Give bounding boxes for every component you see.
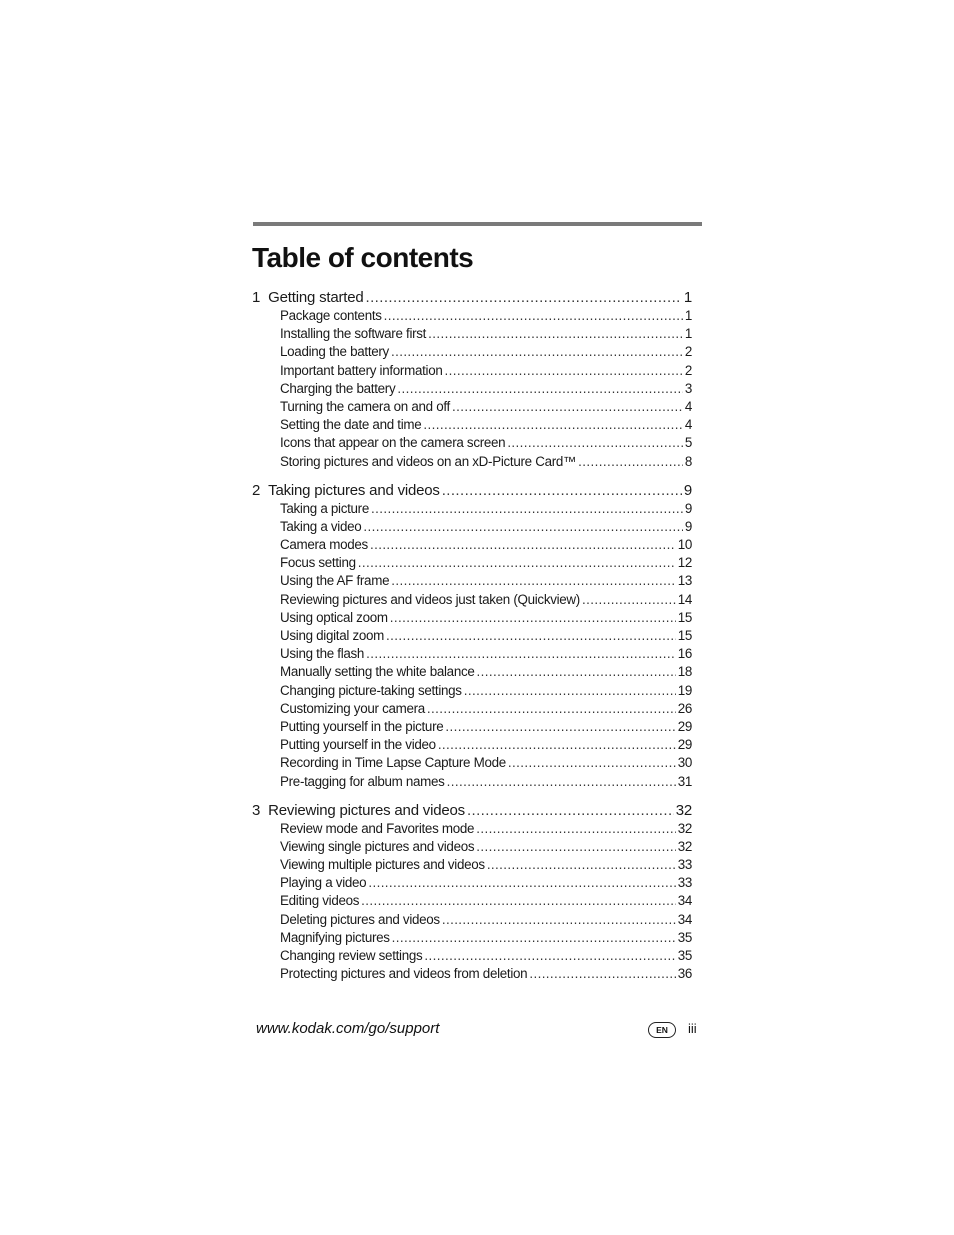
dot-leader: [370, 536, 676, 554]
chapter-title: Taking pictures and videos: [268, 481, 440, 499]
dot-leader: [361, 892, 676, 910]
toc-entry-page-number: 34: [677, 911, 692, 927]
toc-entry-row[interactable]: [252, 416, 692, 434]
chapter-heading-row[interactable]: [252, 801, 692, 820]
toc-entry-label: Customizing your camera: [280, 700, 425, 716]
language-badge: EN: [648, 1022, 676, 1038]
dot-leader: [390, 609, 676, 627]
toc-entry-page-number: 5: [684, 435, 692, 451]
toc-entry-page-number: 4: [684, 398, 692, 414]
dot-leader: [529, 965, 675, 983]
toc-entry-page-number: 1: [684, 308, 692, 323]
dot-leader: [487, 856, 676, 874]
chapter-number: 3: [252, 801, 261, 819]
toc-entry-label: Focus setting: [280, 555, 356, 571]
toc-entry-row[interactable]: [252, 736, 692, 754]
toc-entry-page-number: 33: [677, 857, 692, 873]
toc-entry-row[interactable]: [252, 398, 692, 416]
toc-entry-label: Using digital zoom: [280, 628, 385, 643]
chapter-title: Reviewing pictures and videos: [268, 801, 465, 819]
toc-entry-page-number: 9: [684, 500, 692, 516]
toc-entry-label: Changing review settings: [280, 948, 423, 963]
toc-entry-label: Review mode and Favorites mode: [280, 820, 475, 836]
page-number: iii: [688, 1021, 697, 1036]
toc-entry-page-number: 34: [677, 893, 692, 909]
toc-entry-label: Viewing single pictures and videos: [280, 838, 475, 854]
toc-entry-page-number: 26: [677, 700, 692, 716]
toc-entry-label: Playing a video: [280, 875, 367, 891]
toc-entry-page-number: 19: [677, 682, 692, 698]
toc-entry-row[interactable]: [252, 820, 692, 838]
toc-entry-label: Taking a picture: [280, 500, 369, 516]
toc-entry-label: Editing videos: [280, 893, 360, 909]
toc-entry-row[interactable]: [252, 929, 692, 947]
table-of-contents: [252, 288, 692, 983]
toc-entry-row[interactable]: [252, 434, 692, 452]
toc-entry-label: Package contents: [280, 308, 382, 323]
chapter-section: [252, 481, 692, 791]
toc-entry-label: Important battery information: [280, 362, 443, 378]
dot-leader: [476, 838, 675, 856]
dot-leader: [371, 500, 683, 518]
chapter-section: [252, 288, 692, 471]
dot-leader: [438, 736, 676, 754]
dot-leader: [445, 718, 675, 736]
toc-entry-label: Pre-tagging for album names: [280, 773, 445, 789]
toc-entry-page-number: 9: [684, 518, 692, 534]
dot-leader: [467, 801, 674, 820]
toc-entry-row[interactable]: [252, 500, 692, 518]
toc-entry-label: Recording in Time Lapse Capture Mode: [280, 755, 506, 771]
toc-entry-page-number: 15: [677, 628, 692, 643]
toc-entry-page-number: 16: [677, 646, 692, 662]
toc-entry-label: Using optical zoom: [280, 609, 388, 625]
toc-entry-row[interactable]: [252, 325, 692, 343]
toc-entry-row[interactable]: [252, 591, 692, 609]
toc-entry-page-number: 35: [677, 929, 692, 945]
toc-entry-label: Putting yourself in the video: [280, 737, 436, 753]
dot-leader: [366, 645, 676, 663]
title-rule: [253, 222, 702, 226]
dot-leader: [442, 481, 682, 500]
dot-leader: [444, 362, 682, 380]
dot-leader: [392, 929, 676, 947]
toc-entry-page-number: 33: [677, 875, 692, 891]
dot-leader: [578, 453, 683, 471]
toc-entry-row[interactable]: [252, 307, 692, 325]
toc-entry-page-number: 31: [677, 773, 692, 789]
footer-url-link[interactable]: www.kodak.com/go/support: [256, 1020, 440, 1037]
dot-leader: [442, 911, 676, 929]
toc-entry-row[interactable]: [252, 700, 692, 718]
toc-entry-label: Using the AF frame: [280, 573, 390, 589]
toc-entry-row[interactable]: [252, 718, 692, 736]
toc-entry-label: Manually setting the white balance: [280, 664, 475, 680]
toc-entry-row[interactable]: [252, 518, 692, 536]
toc-entry-page-number: 12: [677, 555, 692, 571]
chapter-page-number: 32: [675, 801, 692, 819]
toc-entry-label: Using the flash: [280, 646, 365, 662]
toc-entry-label: Storing pictures and videos on an xD-Picture Card™: [280, 453, 577, 469]
toc-entry-label: Loading the battery: [280, 344, 389, 360]
toc-entry-row[interactable]: [252, 554, 692, 572]
toc-entry-page-number: 32: [677, 838, 692, 854]
dot-leader: [391, 343, 683, 361]
toc-entry-row[interactable]: [252, 627, 692, 645]
dot-leader: [582, 591, 676, 609]
toc-entry-row[interactable]: [252, 892, 692, 910]
toc-entry-page-number: 14: [677, 591, 692, 607]
toc-entry-label: Taking a video: [280, 518, 362, 534]
chapter-page-number: 9: [683, 481, 692, 499]
dot-leader: [424, 947, 675, 965]
dot-leader: [386, 627, 676, 645]
dot-leader: [423, 416, 682, 434]
toc-entry-page-number: 29: [677, 718, 692, 734]
dot-leader: [391, 572, 675, 590]
toc-entry-page-number: 13: [677, 573, 692, 589]
dot-leader: [363, 518, 682, 536]
toc-entry-page-number: 29: [677, 737, 692, 753]
toc-entry-page-number: 2: [684, 344, 692, 360]
dot-leader: [447, 773, 676, 791]
toc-entry-label: Reviewing pictures and videos just taken (Quickview): [280, 591, 580, 607]
chapter-title: Getting started: [268, 289, 364, 306]
toc-entry-page-number: 30: [677, 755, 692, 771]
chapter-heading-row[interactable]: [252, 481, 692, 500]
toc-entry-row[interactable]: [252, 838, 692, 856]
toc-entry-label: Camera modes: [280, 537, 368, 553]
toc-entry-row[interactable]: [252, 682, 692, 700]
toc-entry-label: Putting yourself in the picture: [280, 718, 444, 734]
toc-entry-row[interactable]: [252, 911, 692, 929]
toc-entry-page-number: 2: [684, 362, 692, 378]
toc-entry-row[interactable]: [252, 965, 692, 983]
toc-entry-row[interactable]: [252, 874, 692, 892]
toc-entry-label: Protecting pictures and videos from deletion: [280, 966, 528, 982]
toc-entry-row[interactable]: [252, 572, 692, 590]
chapter-heading-row[interactable]: [252, 288, 692, 307]
toc-entry-label: Magnifying pictures: [280, 929, 390, 945]
toc-entry-row[interactable]: [252, 856, 692, 874]
dot-leader: [427, 700, 676, 718]
dot-leader: [477, 663, 676, 681]
toc-entry-page-number: 32: [677, 820, 692, 836]
toc-entry-row[interactable]: [252, 609, 692, 627]
toc-entry-label: Installing the software first: [280, 326, 427, 342]
toc-entry-row[interactable]: [252, 343, 692, 361]
chapter-number: 1: [252, 289, 261, 306]
toc-entry-page-number: 4: [684, 417, 692, 433]
dot-leader: [476, 820, 676, 838]
page-title: Table of contents: [252, 242, 474, 273]
toc-entry-label: Icons that appear on the camera screen: [280, 435, 506, 451]
chapter-page-number: 1: [683, 289, 692, 306]
toc-entry-row[interactable]: [252, 362, 692, 380]
dot-leader: [507, 434, 683, 452]
toc-entry-label: Charging the battery: [280, 380, 396, 396]
toc-entry-page-number: 8: [684, 453, 692, 469]
dot-leader: [358, 554, 676, 572]
toc-entry-page-number: 36: [677, 966, 692, 982]
dot-leader: [428, 325, 683, 343]
toc-entry-row[interactable]: [252, 380, 692, 398]
chapter-number: 2: [252, 481, 261, 499]
toc-entry-row[interactable]: [252, 754, 692, 772]
dot-leader: [384, 307, 683, 325]
dot-leader: [508, 754, 676, 772]
toc-entry-row[interactable]: [252, 773, 692, 791]
toc-entry-row[interactable]: [252, 947, 692, 965]
toc-entry-label: Deleting pictures and videos: [280, 911, 440, 927]
toc-entry-page-number: 15: [677, 609, 692, 625]
dot-leader: [366, 288, 682, 307]
toc-entry-page-number: 18: [677, 664, 692, 680]
dot-leader: [397, 380, 683, 398]
toc-entry-page-number: 1: [684, 326, 692, 342]
toc-entry-page-number: 3: [684, 380, 692, 396]
dot-leader: [464, 682, 676, 700]
toc-entry-label: Setting the date and time: [280, 417, 422, 433]
toc-entry-label: Viewing multiple pictures and videos: [280, 857, 485, 873]
toc-entry-label: Turning the camera on and off: [280, 398, 450, 414]
dot-leader: [452, 398, 683, 416]
toc-entry-row[interactable]: [252, 663, 692, 681]
toc-entry-page-number: 10: [677, 537, 692, 553]
toc-entry-label: Changing picture-taking settings: [280, 682, 462, 698]
toc-entry-row[interactable]: [252, 645, 692, 663]
toc-entry-row[interactable]: [252, 536, 692, 554]
toc-entry-page-number: 35: [677, 948, 692, 963]
toc-entry-row[interactable]: [252, 453, 692, 471]
dot-leader: [368, 874, 675, 892]
chapter-section: [252, 801, 692, 984]
